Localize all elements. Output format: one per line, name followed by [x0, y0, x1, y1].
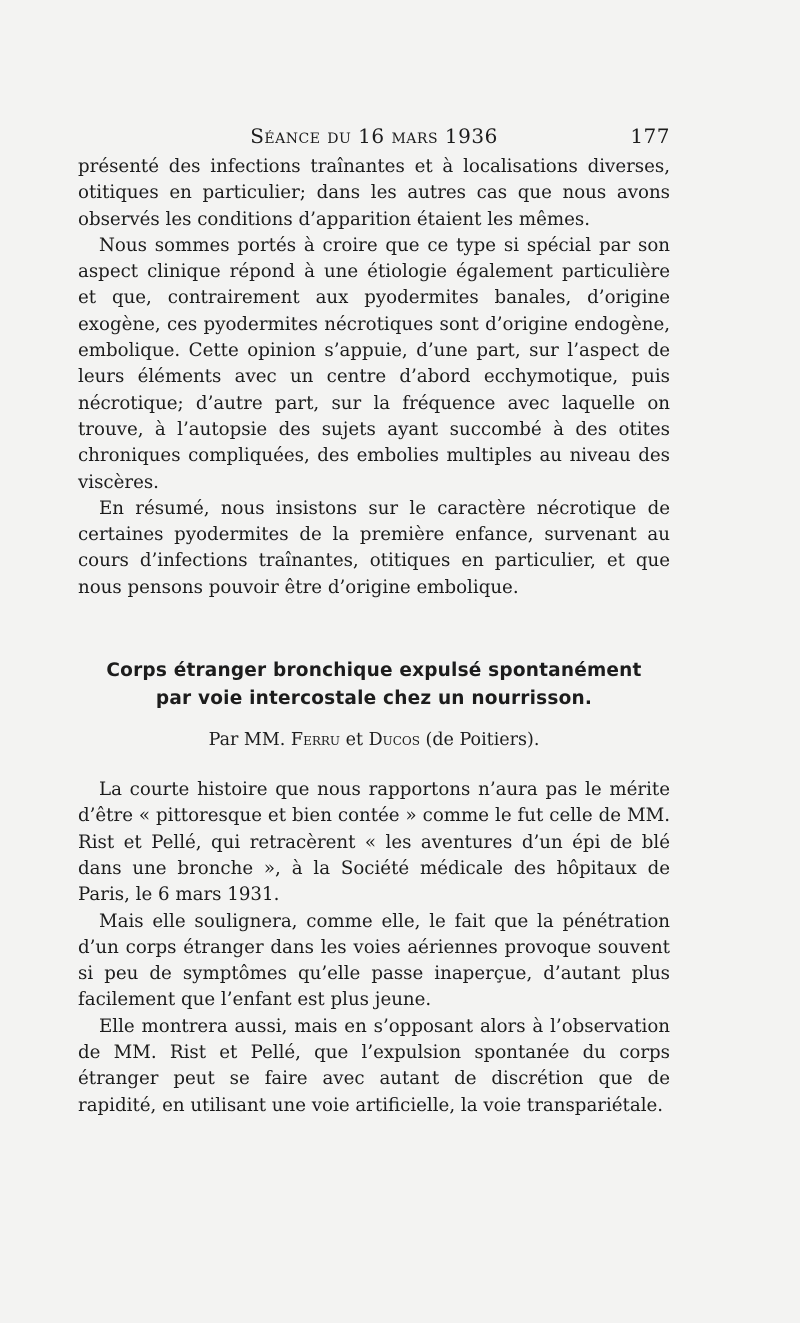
author-name: Ducos — [368, 730, 420, 751]
running-title: Séance du 16 mars 1936 — [250, 124, 498, 148]
article-body — [78, 777, 670, 1119]
continued-text — [78, 154, 670, 601]
article-title-line-1: Corps étranger bronchique expulsé spontanément — [106, 660, 642, 682]
byline-prefix: Par MM. — [208, 730, 286, 751]
article-byline — [78, 727, 670, 753]
paragraph: En résumé, nous insistons sur le caractère nécrotique de certaines pyodermites de la première enfance, survenant au cours d’infections traînantes, otitiques en particulier, et que nous pensons pouvoir être d’origine embolique. — [78, 497, 670, 598]
paragraph: Elle montrera aussi, mais en s’opposant alors à l’observation de MM. Rist et Pellé, que l’expulsion spontanée du corps étranger peut se faire avec autant de discrétion que de rapidité, en utilisant une voie artificielle, la voie transpariétale. — [78, 1015, 670, 1116]
article-heading — [78, 657, 670, 713]
paragraph-continued: présenté des infections traînantes et à localisations diverses, otitiques en particulier; dans les autres cas que nous avons observés les conditions d’apparition étaient les mêmes. — [78, 156, 670, 230]
page-number: 177 — [630, 124, 670, 148]
document-page — [78, 118, 670, 1119]
byline-conjunction: et — [345, 730, 363, 751]
paragraph: La courte histoire que nous rapportons n’aura pas le mérite d’être « pittoresque et bien contée » comme le fut celle de MM. Rist et Pellé, qui retracèrent « les aventures d’un épi de blé dans une bronche », à la Société médicale des hôpitaux de Paris, le 6 mars 1931. — [78, 779, 670, 906]
paragraph: Mais elle soulignera, comme elle, le fait que la pénétration d’un corps étranger dans les voies aériennes provoque souvent si peu de symptômes qu’elle passe inaperçue, d’autant plus facilement que l’enfant est plus jeune. — [78, 910, 670, 1011]
running-header — [78, 118, 670, 152]
author-name: Ferru — [290, 730, 341, 751]
article-title-line-2: par voie intercostale chez un nourrisson. — [155, 688, 593, 710]
paragraph: Nous sommes portés à croire que ce type si spécial par son aspect clinique répond à une étiologie également particulière et que, contrairement aux pyodermites banales, d’origine exogène, ces pyodermites nécrotiques sont d’origine endogène, embolique. Cette opinion s’appuie, d’une part, sur l’aspect de leurs éléments avec un centre d’abord ecchymotique, puis nécrotique; d’autre part, sur la fréquence avec laquelle on trouve, à l’autopsie des sujets ayant succombé à des otites chroniques compliquées, des embolies multiples au niveau des viscères. — [78, 234, 670, 493]
byline-affiliation: (de Poitiers). — [425, 730, 540, 751]
